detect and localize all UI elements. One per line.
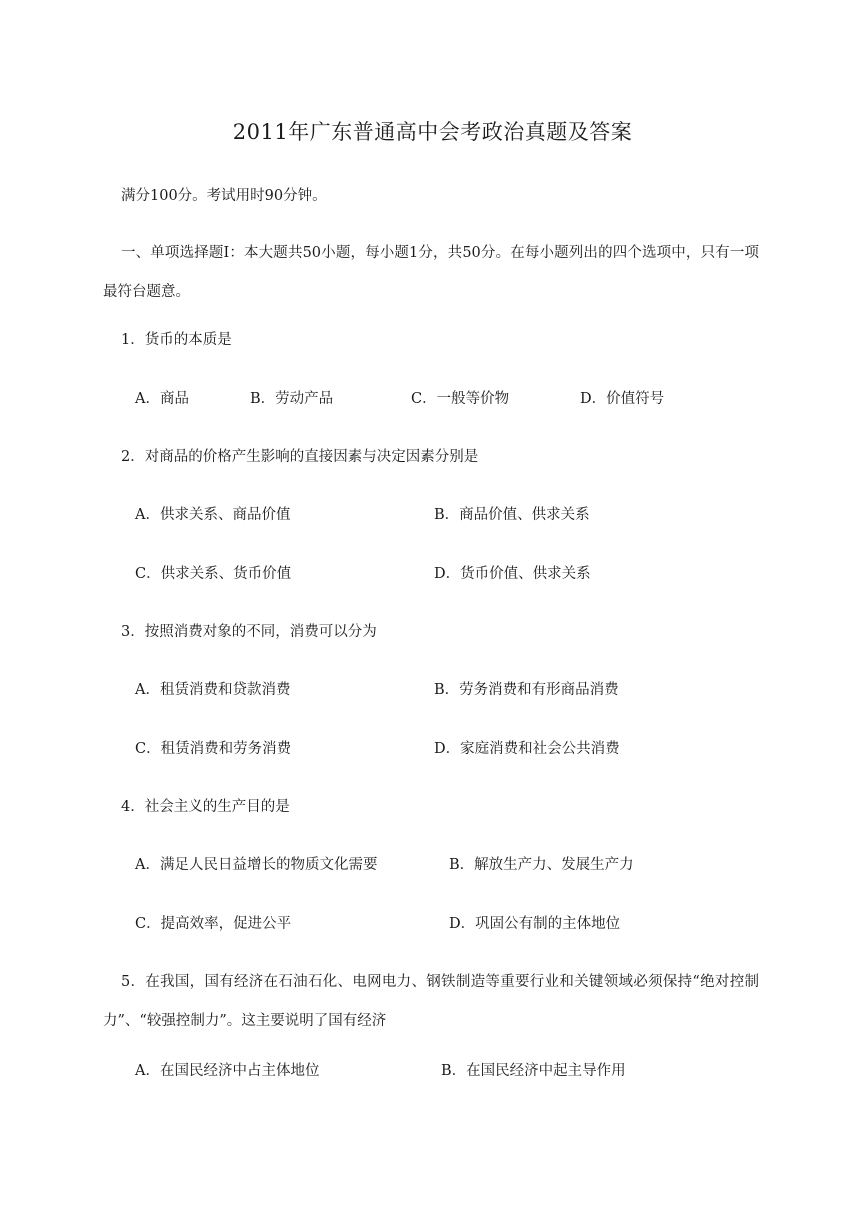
question-5-option-a: A．在国民经济中占主体地位 bbox=[135, 1063, 320, 1079]
question-4-option-c: C．提高效率，促进公平 bbox=[135, 916, 292, 932]
question-3-stem: 3．按照消费对象的不同，消费可以分为 bbox=[121, 624, 377, 640]
question-2-option-b: B．商品价值、供求关系 bbox=[434, 507, 590, 523]
question-1-option-d: D．价值符号 bbox=[580, 391, 665, 407]
question-4-stem: 4．社会主义的生产目的是 bbox=[121, 799, 290, 815]
question-5-stem: 5．在我国，国有经济在石油石化、电网电力、钢铁制造等重要行业和关键领域必须保持“绝对控制力”、“较强控制力”。这主要说明了国有经济 bbox=[103, 974, 759, 1029]
question-1-stem: 1．货币的本质是 bbox=[121, 332, 232, 348]
question-4-option-d: D．巩固公有制的主体地位 bbox=[449, 916, 621, 932]
question-1-option-b: B．劳动产品 bbox=[250, 391, 334, 407]
document-title: 2011年广东普通高中会考政治真题及答案 bbox=[232, 120, 633, 144]
question-3-option-c: C．租赁消费和劳务消费 bbox=[135, 741, 292, 757]
question-2-option-c: C．供求关系、货币价值 bbox=[135, 566, 292, 582]
question-2-stem: 2．对商品的价格产生影响的直接因素与决定因素分别是 bbox=[121, 449, 479, 465]
question-2-option-a: A．供求关系、商品价值 bbox=[135, 507, 291, 523]
question-4-option-b: B．解放生产力、发展生产力 bbox=[449, 857, 634, 873]
question-4-option-a: A．满足人民日益增长的物质文化需要 bbox=[135, 857, 378, 873]
question-1-option-c: C．一般等价物 bbox=[411, 391, 510, 407]
exam-intro: 满分100分。考试用时90分钟。 bbox=[121, 188, 327, 204]
question-1-option-a: A．商品 bbox=[135, 391, 189, 407]
question-2-option-d: D．货币价值、供求关系 bbox=[434, 566, 591, 582]
question-3-option-b: B．劳务消费和有形商品消费 bbox=[434, 682, 619, 698]
question-3-option-d: D．家庭消费和社会公共消费 bbox=[434, 741, 620, 757]
section-heading: 一、单项选择题Ⅰ：本大题共50小题，每小题1分，共50分。在每小题列出的四个选项中，只有一项最符台题意。 bbox=[103, 245, 759, 300]
question-3-option-a: A．租赁消费和贷款消费 bbox=[135, 682, 291, 698]
question-5-option-b: B．在国民经济中起主导作用 bbox=[441, 1063, 626, 1079]
